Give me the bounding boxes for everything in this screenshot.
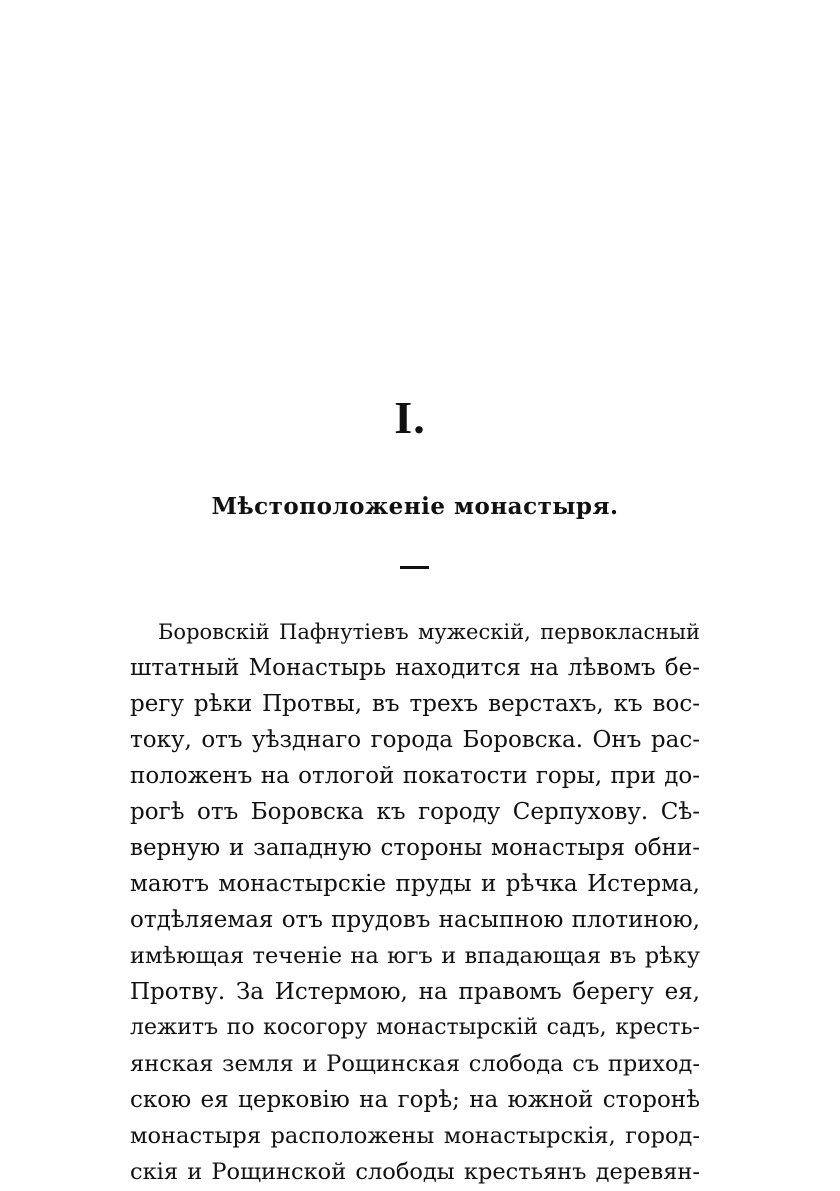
text-line: положенъ на отлогой покатости горы, при до- xyxy=(130,763,700,789)
text-line: штатный Монастырь находится на лѣвомъ бе- xyxy=(130,655,700,681)
text-line: янская земля и Рощинская слобода съ приход- xyxy=(130,1051,700,1077)
text-line: имѣющая теченіе на югъ и впадающая въ рѣку xyxy=(130,943,700,969)
text-line: рогѣ отъ Боровска къ городу Серпухову. Сѣ- xyxy=(130,799,700,825)
text-line: Протву. За Истермою, на правомъ берегу ея, xyxy=(130,979,700,1005)
title-divider xyxy=(400,566,429,569)
chapter-number: I. xyxy=(394,392,426,443)
body-paragraph xyxy=(130,614,700,1190)
text-line: скія и Рощинской слободы крестьянъ деревян- xyxy=(130,1159,700,1185)
text-line: скою ея церковію на горѣ; на южной сторонѣ xyxy=(130,1087,700,1113)
text-line: Боровскій Пафнутіевъ мужескій, первокласный xyxy=(158,620,700,644)
text-line: маютъ монастырскіе пруды и рѣчка Истерма, xyxy=(130,871,700,897)
text-line: току, отъ уѣзднаго города Боровска. Онъ рас- xyxy=(130,727,700,753)
text-line: верную и западную стороны монастыря обни- xyxy=(130,835,700,861)
text-line: отдѣляемая отъ прудовъ насыпною плотиною, xyxy=(130,907,700,933)
text-line: монастыря расположены монастырскія, город- xyxy=(130,1123,700,1149)
text-line: лежитъ по косогору монастырскій садъ, кресть- xyxy=(130,1015,700,1040)
chapter-title: Мѣстоположеніе монастыря. xyxy=(211,493,619,520)
text-line: регу рѣки Протвы, въ трехъ верстахъ, къ вос- xyxy=(130,691,700,717)
